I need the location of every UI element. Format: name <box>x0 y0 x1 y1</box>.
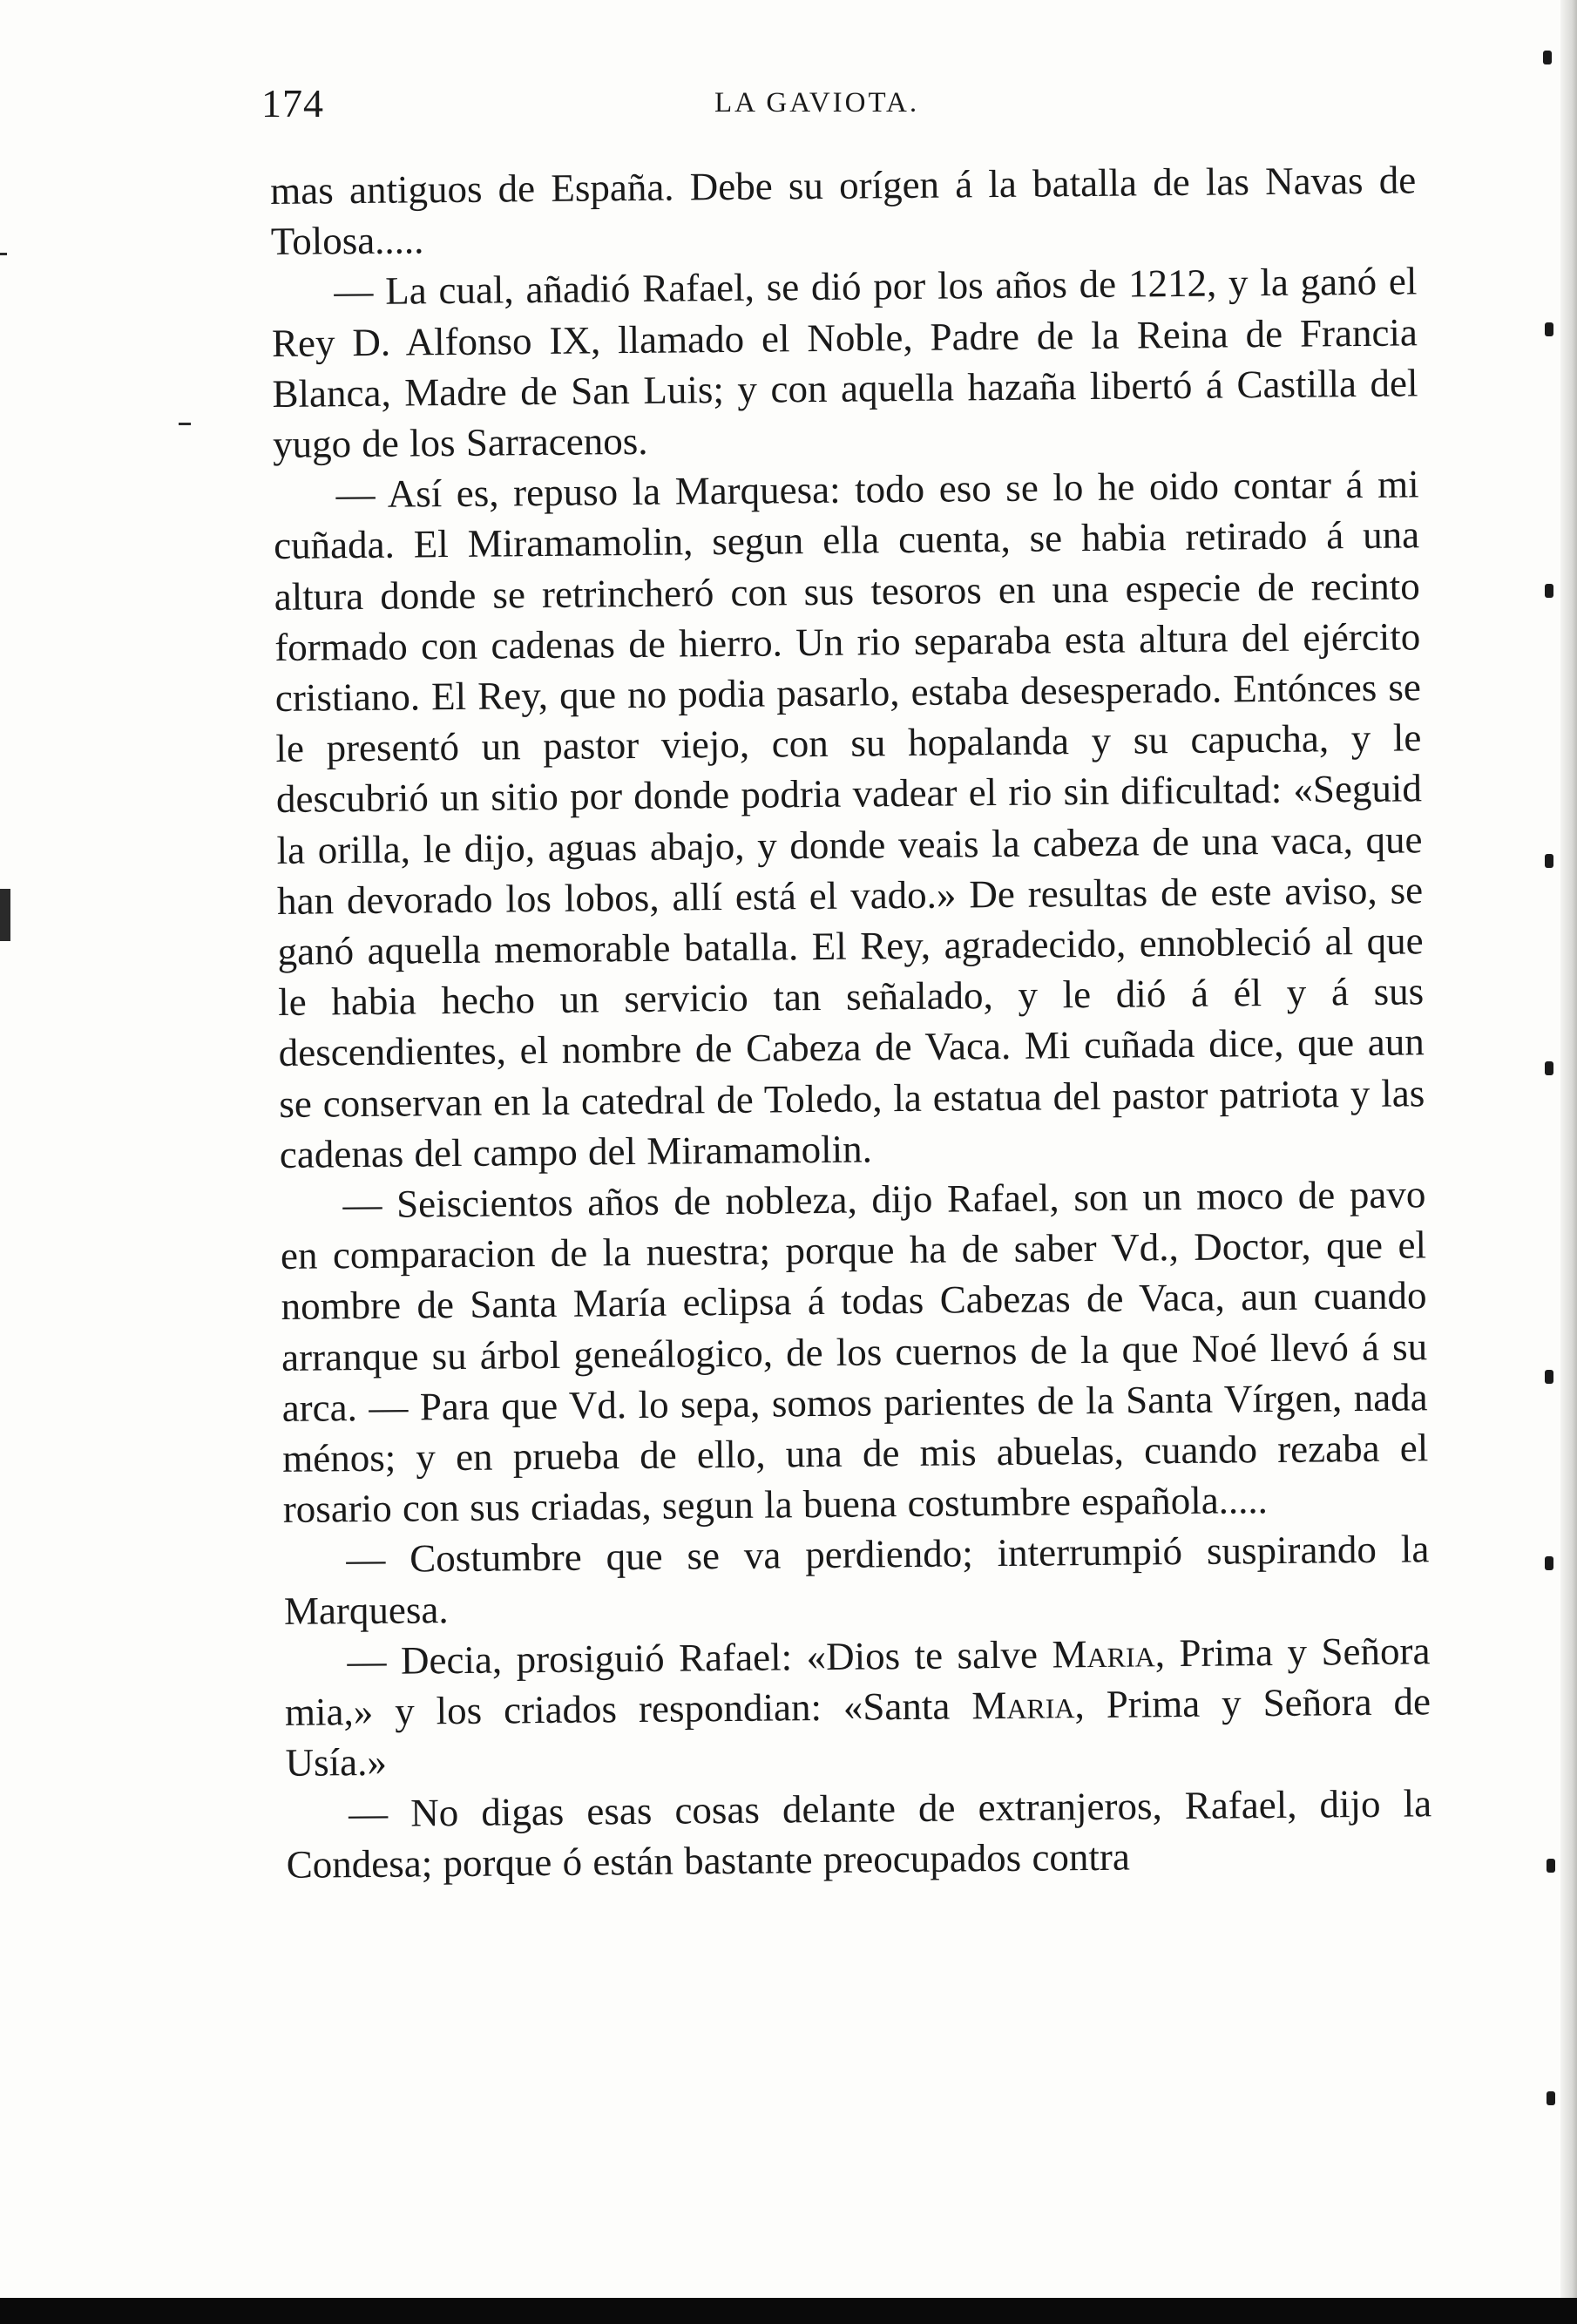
paragraph <box>273 459 1425 1180</box>
small-caps-text: Maria <box>1052 1631 1155 1677</box>
margin-mark <box>1545 322 1553 336</box>
paragraph <box>283 1524 1430 1636</box>
margin-mark <box>1545 1370 1553 1384</box>
text-run: — La cual, añadió Rafael, se dió por los años de 1212, y la ganó el Rey D. Alfonso IX, llamado el Noble, Padre de la Reina de Francia Blanca, Madre de San Luis; y con aquella hazaña libertó á Castilla del yugo de los Sarracenos. <box>271 259 1418 466</box>
text-run: , Prima y Señora de Usía.» <box>285 1679 1431 1785</box>
text-run: — Seiscientos años de nobleza, dijo Rafael, son un moco de pavo en comparacion de la nuestra; porque ha de saber Vd., Doctor, que el nombre de Santa María eclipsa á todas Cabezas de Vaca, aun cuando arranque su árbol geneálogico, de los cuernos de la que Noé llevó á su arca. — Para que Vd. lo sepa, somos parientes de la Santa Vírgen, nada ménos; y en prueba de ello, una de mis abuelas, cuando rezaba el rosario con sus criadas, segun la buena costumbre española..... <box>280 1172 1429 1532</box>
paragraph <box>271 256 1418 470</box>
margin-mark <box>1545 1556 1553 1570</box>
margin-mark <box>179 423 191 425</box>
margin-mark <box>0 253 7 255</box>
margin-mark <box>0 889 10 941</box>
text-run: , Prima y Señora mia,» y los criados respondian: «Santa <box>284 1629 1431 1735</box>
paragraph <box>286 1778 1432 1890</box>
margin-mark <box>1545 584 1553 598</box>
margin-mark <box>1547 2091 1555 2105</box>
page-edge-shadow <box>1560 0 1577 2324</box>
margin-mark <box>1545 1061 1553 1075</box>
margin-mark <box>1545 854 1553 868</box>
scan-bottom-border <box>0 2298 1577 2324</box>
text-run: — Decia, prosiguió Rafael: «Dios te salve <box>347 1632 1052 1684</box>
running-title: LA GAVIOTA. <box>714 87 920 119</box>
paragraph <box>280 1169 1429 1535</box>
paragraph <box>270 154 1417 267</box>
page-header <box>261 80 1446 132</box>
margin-mark <box>1543 51 1552 64</box>
body-text <box>270 154 1432 1889</box>
paragraph <box>284 1625 1431 1788</box>
margin-mark <box>1547 1859 1555 1873</box>
text-run: — Así es, repuso la Marquesa: todo eso se lo he oido contar á mi cuñada. El Miramamolin, segun ella cuenta, se habia retirado á una altura donde se retrincheró con sus tesoros en una especie de recinto formado con cadenas de hierro. Un rio separaba esta altura del ejército cristiano. El Rey, que no podia pasarlo, estaba desesperado. Entónces se le presentó un pastor viejo, con su hopalanda y su capucha, y le descubrió un sitio por donde podria vadear el rio sin dificultad: «Seguid la orilla, le dijo, aguas abajo, y donde veais la cabeza de una vaca, que han devorado los lobos, allí está el vado.» De resultas de este aviso, se ganó aquella memorable batalla. El Rey, agradecido, ennobleció al que le habia hecho un servicio tan señalado, y le dió á él y á sus descendientes, el nombre de Cabeza de Vaca. Mi cuñada dice, que aun se conservan en la catedral de Toledo, la estatua del pastor patriota y las cadenas del campo del Miramamolin. <box>273 462 1425 1176</box>
text-run: — Costumbre que se va perdiendo; interrumpió suspirando la Marquesa. <box>283 1527 1430 1633</box>
small-caps-text: Maria <box>971 1683 1075 1728</box>
text-run: mas antiguos de España. Debe su orígen á la batalla de las Navas de Tolosa..... <box>270 158 1417 264</box>
text-run: — No digas esas cosas delante de extranjeros, Rafael, dijo la Condesa; porque ó están bastante preocupados contra <box>286 1780 1432 1887</box>
page-number: 174 <box>261 81 324 125</box>
